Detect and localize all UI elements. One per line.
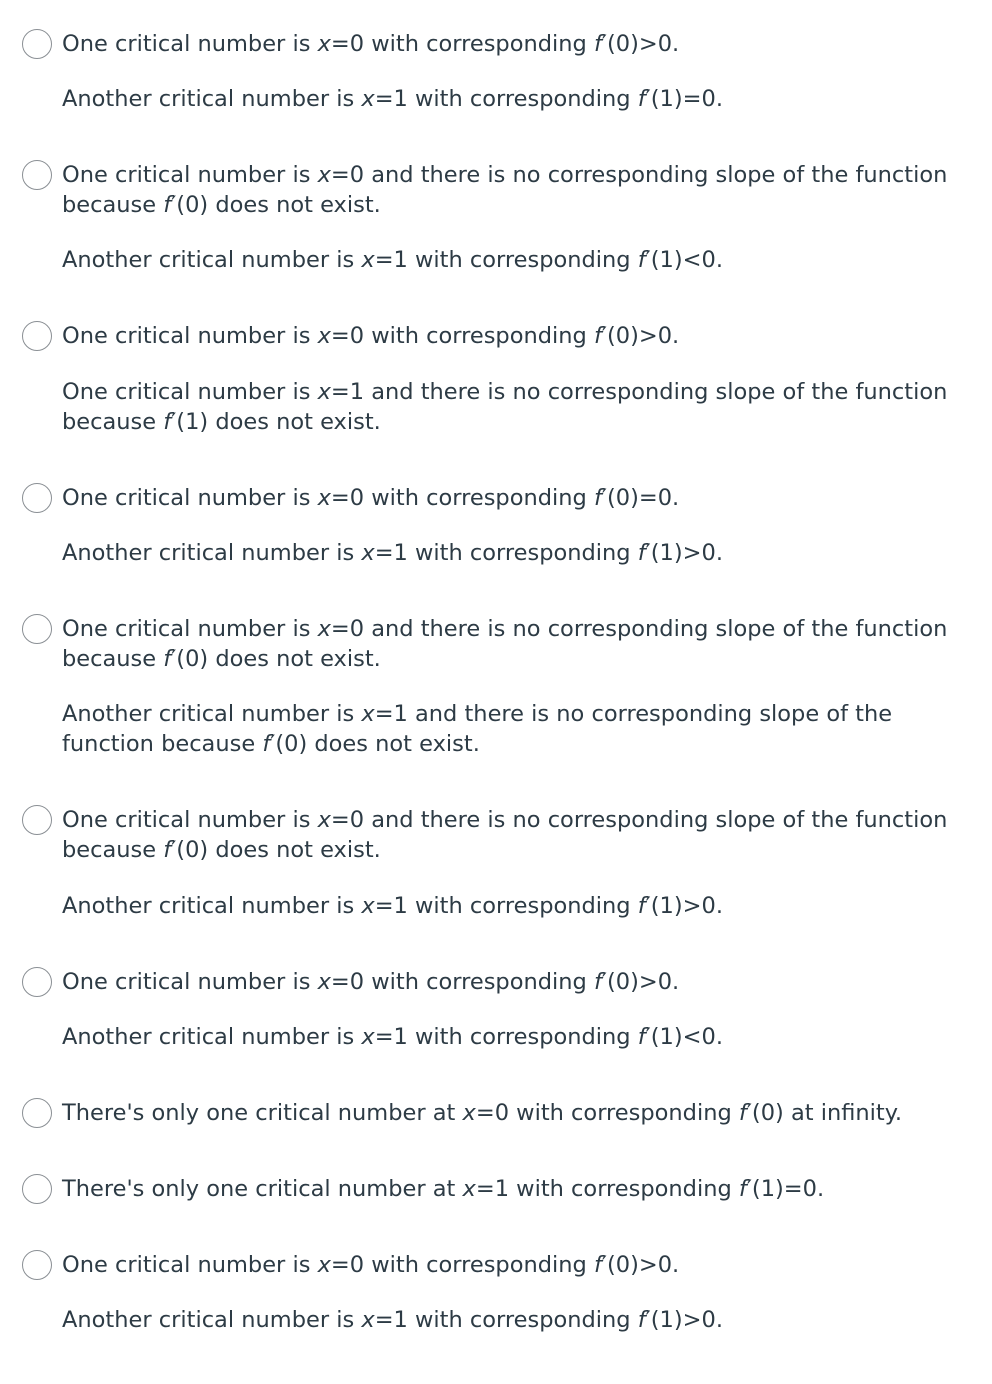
option-text-secondary: Another critical number is x=1 with corresponding f′(1)>0.: [62, 540, 723, 566]
radio-button[interactable]: [22, 1174, 52, 1204]
option-text-primary: One critical number is x=0 and there is no corresponding slope of the function because f′(0) does not exist.: [62, 807, 948, 863]
option-text-primary: One critical number is x=0 with corresponding f′(0)>0.: [62, 323, 680, 349]
radio-button[interactable]: [22, 967, 52, 997]
option-text-primary: One critical number is x=0 with corresponding f′(0)>0.: [62, 1252, 680, 1278]
option-text-primary: One critical number is x=0 with corresponding f′(0)>0.: [62, 31, 680, 57]
radio-button[interactable]: [22, 1098, 52, 1128]
radio-button[interactable]: [22, 483, 52, 513]
option-text-primary: One critical number is x=0 with corresponding f′(0)>0.: [62, 969, 680, 995]
option-text-primary: One critical number is x=0 and there is no corresponding slope of the function because f′(0) does not exist.: [62, 162, 948, 218]
radio-button[interactable]: [22, 614, 52, 644]
radio-button[interactable]: [22, 29, 52, 59]
radio-button[interactable]: [22, 805, 52, 835]
option-text-secondary: Another critical number is x=1 with corresponding f′(1)>0.: [62, 893, 723, 919]
option-text-primary: One critical number is x=0 with corresponding f′(0)=0.: [62, 485, 680, 511]
radio-button[interactable]: [22, 321, 52, 351]
option-text-secondary: Another critical number is x=1 with corresponding f′(1)<0.: [62, 1024, 723, 1050]
option-text-secondary: Another critical number is x=1 and there is no corresponding slope of the function because f′(0) does not exist.: [62, 701, 893, 757]
option-text-secondary: Another critical number is x=1 with corresponding f′(1)<0.: [62, 247, 723, 273]
radio-button[interactable]: [22, 1250, 52, 1280]
option-text-secondary: Another critical number is x=1 with corresponding f′(1)=0.: [62, 86, 723, 112]
option-text-secondary: One critical number is x=1 and there is no corresponding slope of the function because f′(1) does not exist.: [62, 379, 948, 435]
option-text-primary: There's only one critical number at x=1 with corresponding f′(1)=0.: [62, 1176, 825, 1202]
option-text-secondary: Another critical number is x=1 with corresponding f′(1)>0.: [62, 1307, 723, 1333]
radio-button[interactable]: [22, 160, 52, 190]
option-text-primary: There's only one critical number at x=0 with corresponding f′(0) at infinity.: [62, 1100, 902, 1126]
option-text-primary: One critical number is x=0 and there is no corresponding slope of the function because f′(0) does not exist.: [62, 616, 948, 672]
